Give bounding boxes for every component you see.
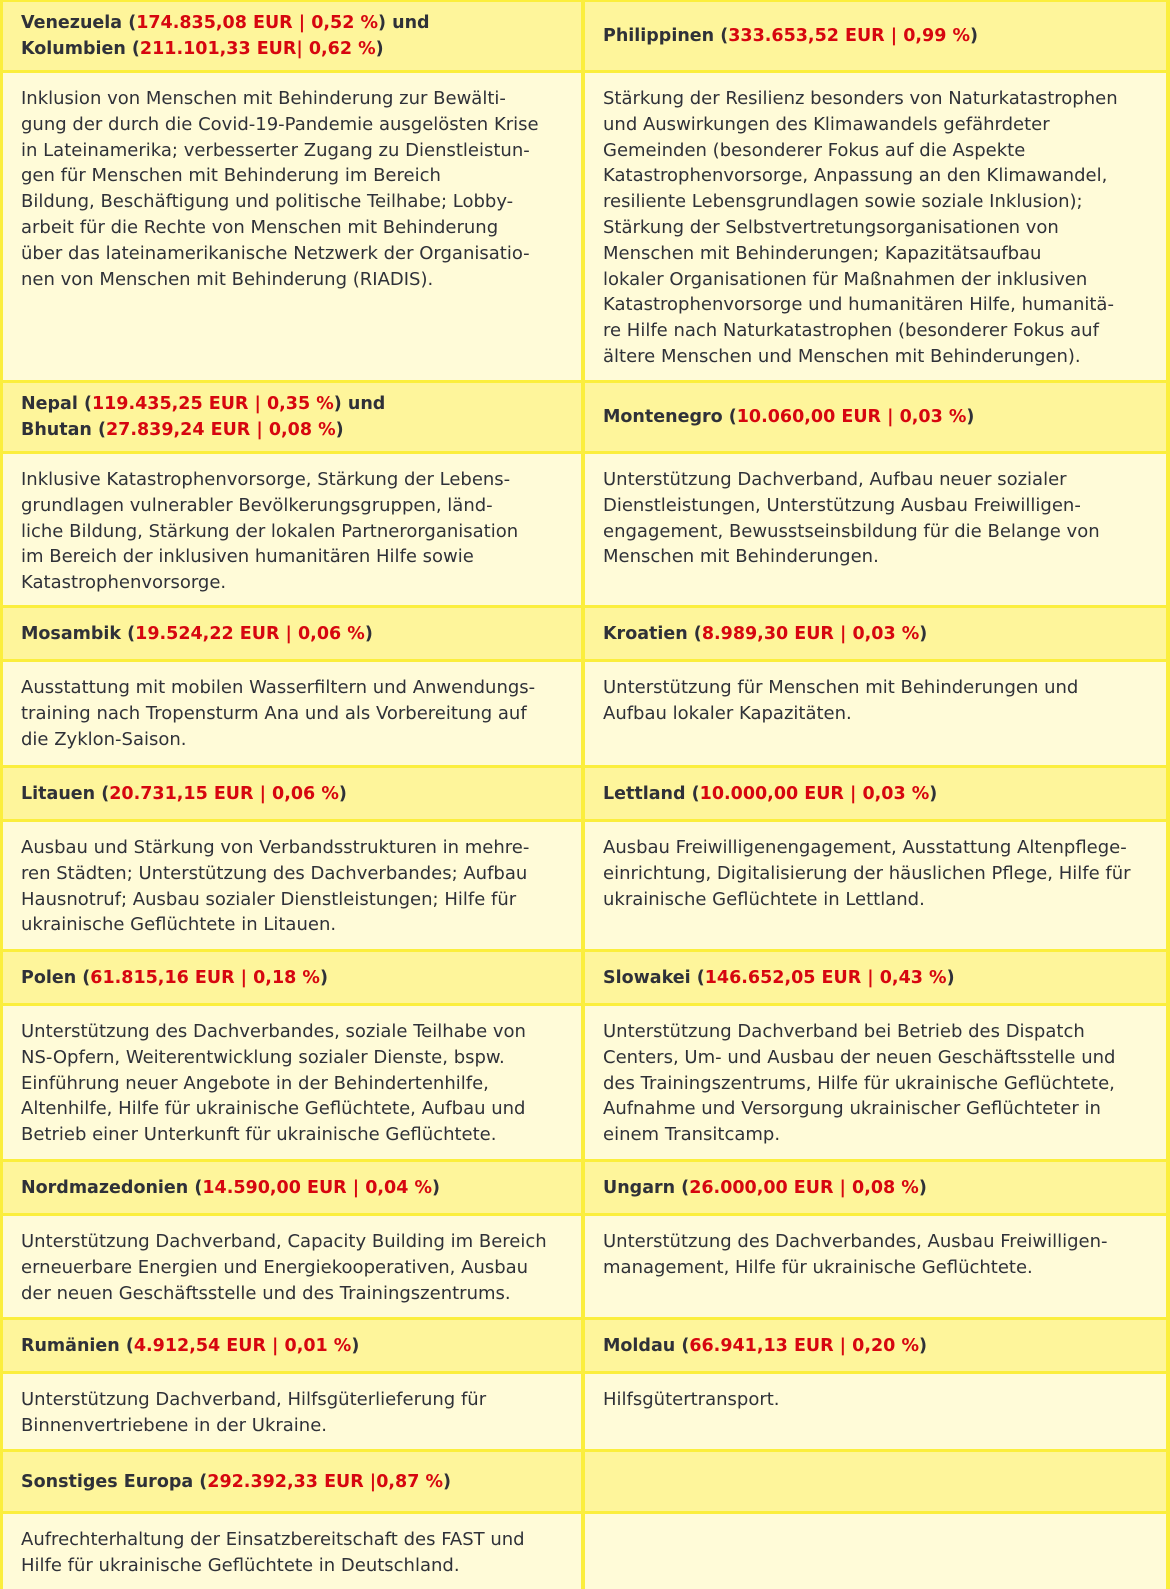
amount-montenegro: 10.060,00 EUR | 0,03 %: [736, 407, 967, 427]
country-venezuela: Venezuela: [21, 13, 123, 33]
text-philippinen: Stärkung der Resilienz besonders von Naturkatastrophen und Auswirkungen des Klimawandels gefährdeter Gemeinden (besonderer Fokus auf die Aspekte Katastrophenvorsorge, Anpassung an den Klimawandel, resiliente Lebensgrundlagen sowie soziale Inklusion); Stärkung der Selbstvertretungsorganisationen von Menschen mit Behinderungen; Kapazitätsaufbau lokaler Organisationen für Maßnahmen der inklusiven Katastrophenvorsorge und humanitären Hilfe, humanitä- re Hilfe nach Naturkatastrophen (besonderer Fokus auf ältere Menschen und Menschen mit Behinderungen).: [585, 73, 1166, 380]
text-ungarn: Unterstützung des Dachverbandes, Ausbau Freiwilligen- management, Hilfe für ukrainische Geflüchtete.: [585, 1216, 1166, 1317]
country-kolumbien: Kolumbien: [21, 39, 126, 59]
amount-philippinen: 333.653,52 EUR | 0,99 %: [728, 26, 971, 46]
country-nordmazedonien: Nordmazedonien: [21, 1177, 189, 1198]
text-lettland: Ausbau Freiwilligenengagement, Ausstattung Altenpflege- einrichtung, Digitalisierung der häuslichen Pflege, Hilfe für ukrainische Geflüchtete in Lettland.: [585, 822, 1166, 949]
header-philippinen: Philippinen (333.653,52 EUR | 0,99 %): [585, 2, 1166, 70]
text-rumaenien: Unterstützung Dachverband, Hilfsgüterlieferung für Binnenvertriebene in der Ukraine.: [3, 1374, 581, 1449]
amount-ungarn: 26.000,00 EUR | 0,08 %: [689, 1177, 919, 1198]
country-montenegro: Montenegro: [603, 407, 723, 427]
text-litauen: Ausbau und Stärkung von Verbandsstrukturen in mehre- ren Städten; Unterstützung des Dachverbandes; Aufbau Hausnotruf; Ausbau sozialer Dienstleistungen; Hilfe für ukrainische Geflüchtete in Litauen.: [3, 822, 581, 949]
header-kroatien: Kroatien (8.989,30 EUR | 0,03 %): [585, 608, 1166, 659]
amount-rumaenien: 4.912,54 EUR | 0,01 %: [133, 1335, 352, 1356]
amount-lettland: 10.000,00 EUR | 0,03 %: [699, 783, 930, 804]
country-mosambik: Mosambik: [21, 623, 122, 644]
country-litauen: Litauen: [21, 783, 96, 804]
text-moldau: Hilfsgütertransport.: [585, 1374, 1166, 1449]
amount-sonstiges-europa: 292.392,33 EUR |0,87 %: [207, 1471, 443, 1492]
amount-slowakei: 146.652,05 EUR | 0,43 %: [704, 967, 947, 988]
text-kroatien: Unterstützung für Menschen mit Behinderungen und Aufbau lokaler Kapazitäten.: [585, 662, 1166, 765]
empty-header-cell: [585, 1452, 1166, 1511]
amount-litauen: 20.731,15 EUR | 0,06 %: [109, 783, 339, 804]
text-montenegro: Unterstützung Dachverband, Aufbau neuer sozialer Dienstleistungen, Unterstützung Ausbau Freiwilligen- engagement, Bewusstseinsbildung für die Belange von Menschen mit Behinderungen.: [585, 454, 1166, 605]
header-sonstiges-europa: Sonstiges Europa (292.392,33 EUR |0,87 %): [3, 1452, 581, 1511]
joiner-und: und: [392, 13, 430, 33]
header-litauen: Litauen (20.731,15 EUR | 0,06 %): [3, 768, 581, 819]
country-moldau: Moldau: [603, 1335, 676, 1356]
text-nepal-bhutan: Inklusive Katastrophenvorsorge, Stärkung der Lebens- grundlagen vulnerabler Bevölkerungsgruppen, länd- liche Bildung, Stärkung der lokalen Partnerorganisation im Bereich der inklusiven humanitären Hilfe sowie Katastrophenvorsorge.: [3, 454, 581, 605]
amount-nordmazedonien: 14.590,00 EUR | 0,04 %: [202, 1177, 433, 1198]
country-slowakei: Slowakei: [603, 967, 691, 988]
header-montenegro: Montenegro (10.060,00 EUR | 0,03 %): [585, 383, 1166, 451]
text-mosambik: Ausstattung mit mobilen Wasserfiltern und Anwendungs- training nach Tropensturm Ana und als Vorbereitung auf die Zyklon-Saison.: [3, 662, 581, 765]
text-slowakei: Unterstützung Dachverband bei Betrieb des Dispatch Centers, Um- und Ausbau der neuen Geschäftsstelle und des Trainingszentrums, Hilfe für ukrainische Geflüchtete, Aufnahme und Versorgung ukrainischer Geflüchteter in einem Transitcamp.: [585, 1006, 1166, 1159]
header-lettland: Lettland (10.000,00 EUR | 0,03 %): [585, 768, 1166, 819]
header-polen: Polen (61.815,16 EUR | 0,18 %): [3, 952, 581, 1003]
amount-nepal: 119.435,25 EUR | 0,35 %: [91, 394, 334, 414]
header-moldau: Moldau (66.941,13 EUR | 0,20 %): [585, 1320, 1166, 1371]
empty-body-cell: [585, 1514, 1166, 1589]
header-slowakei: Slowakei (146.652,05 EUR | 0,43 %): [585, 952, 1166, 1003]
country-lettland: Lettland: [603, 783, 686, 804]
amount-polen: 61.815,16 EUR | 0,18 %: [90, 967, 320, 988]
text-venezuela-kolumbien: Inklusion von Menschen mit Behinderung zur Bewälti- gung der durch die Covid-19-Pandemie ausgelösten Krise in Lateinamerika; verbesserter Zugang zu Dienstleistun- gen für Menschen mit Behinderung im Bereich Bildung, Beschäftigung und politische Teilhabe; Lobby- arbeit für die Rechte von Menschen mit Behinderung über das lateinamerikanische Netzwerk der Organisatio- nen von Menschen mit Behinderung (RIADIS).: [3, 73, 581, 380]
header-mosambik: Mosambik (19.524,22 EUR | 0,06 %): [3, 608, 581, 659]
header-venezuela-kolumbien: Venezuela (174.835,08 EUR | 0,52 %) und Kolumbien (211.101,33 EUR| 0,62 %): [3, 2, 581, 70]
amount-kolumbien: 211.101,33 EUR| 0,62 %: [139, 39, 376, 59]
country-sonstiges-europa: Sonstiges Europa: [21, 1471, 194, 1492]
country-kroatien: Kroatien: [603, 623, 688, 644]
header-ungarn: Ungarn (26.000,00 EUR | 0,08 %): [585, 1162, 1166, 1213]
country-philippinen: Philippinen: [603, 26, 715, 46]
country-polen: Polen: [21, 967, 77, 988]
text-sonstiges-europa: Aufrechterhaltung der Einsatzbereitschaft des FAST und Hilfe für ukrainische Geflüchtete in Deutschland.: [3, 1514, 581, 1589]
header-nordmazedonien: Nordmazedonien (14.590,00 EUR | 0,04 %): [3, 1162, 581, 1213]
amount-venezuela: 174.835,08 EUR | 0,52 %: [136, 13, 379, 33]
amount-moldau: 66.941,13 EUR | 0,20 %: [689, 1335, 919, 1356]
country-bhutan: Bhutan: [21, 420, 92, 440]
header-rumaenien: Rumänien (4.912,54 EUR | 0,01 %): [3, 1320, 581, 1371]
text-nordmazedonien: Unterstützung Dachverband, Capacity Building im Bereich erneuerbare Energien und Energiekooperativen, Ausbau der neuen Geschäftsstelle und des Trainingszentrums.: [3, 1216, 581, 1317]
country-ungarn: Ungarn: [603, 1177, 676, 1198]
country-nepal: Nepal: [21, 394, 78, 414]
text-polen: Unterstützung des Dachverbandes, soziale Teilhabe von NS-Opfern, Weiterentwicklung sozialer Dienste, bspw. Einführung neuer Angebote in der Behindertenhilfe, Altenhilfe, Hilfe für ukrainische Geflüchtete, Aufbau und Betrieb einer Unterkunft für ukrainische Geflüchtete.: [3, 1006, 581, 1159]
header-nepal-bhutan: Nepal (119.435,25 EUR | 0,35 %) und Bhutan (27.839,24 EUR | 0,08 %): [3, 383, 581, 451]
amount-kroatien: 8.989,30 EUR | 0,03 %: [701, 623, 920, 644]
joiner-und: und: [347, 394, 386, 414]
amount-mosambik: 19.524,22 EUR | 0,06 %: [135, 623, 365, 644]
country-rumaenien: Rumänien: [21, 1335, 120, 1356]
amount-bhutan: 27.839,24 EUR | 0,08 %: [105, 420, 336, 440]
